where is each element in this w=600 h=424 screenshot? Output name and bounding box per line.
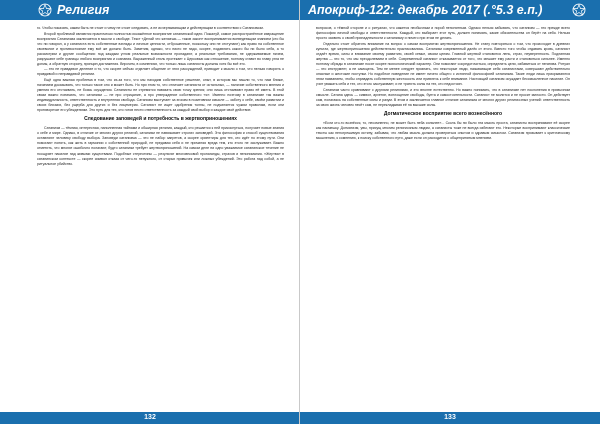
- left-paragraph-2: Второй проблемой являются практически полностью искажённое восприятие сатанинской идеи. Пожалуй, самое распространённое извращение восприятия Сатанизма заключается в мысли о свободе. Текст «Делай что желаешь — таков закон» воспринимается всеведеющим знанием (кто бы что ни говорил, а у сатаниста есть собственные взгляды и личные ценности, отброшенные, поскольку они не отступают) как право на собственное своеволие и противостояние ему всё же должно быть. Заметим, однако, что никто не надо, скорее, подавлять какого бы ни было себя, а то рассмотрим и другие сообщения: под каждым углом реальные возможности пропадают, а реальные требования, не сдерживаемые ничем, разрушают себе границы любого восприятия и сознания. Выраженный стиль протекает с Церковью как отношение, поэтому ставят во главу угла не догмы, а обратную сторону, принцип достижения. Впрочем, в сомнениях, что только лишь сатанисты должны хотя бы всё это.: [37, 31, 284, 66]
- right-footer-band: [300, 412, 600, 424]
- right-section-heading: Догматическое восприятие всего вознесённого: [383, 110, 503, 117]
- right-paragraph-2: Отдельно стоит обратить внимание на вопрос о самом восприятии жертвоприношения. Не стану повторяться о том, что происходит в древних культах, где жертвоприношения действительно практиковались. Сатанизм современный далёк от этого. Вместо того чтобы отдавать кровь, сатанист отдаёт время, силы и внимание своему развитию, своей семье, своим целям. Главной жертвой становится лень, страх, неуверенность. Подлинная жертва — это то, что мы преодолеваем в себе. Современный сатанист отказывается от того, что мешает ему расти и становиться сильнее. Именно поэтому обряды в сатанизме носят скорее психологический характер. Они помогают сосредоточиться, определить цели, избавиться от негатива. Ритуал — это инструмент, а не самоцель. Тем не менее следует признать, что некоторые люди, называющие себя сатанистами, совершают действительно опасные и жестокие поступки. Но подобное поведение не имеет ничего общего с истинной философией сатанизма. Такие люди лишь прикрываются этим названием, чтобы оправдать собственную жестокость или привлечь к себе внимание. Настоящий сатанизм осуждает бессмысленное насилие. Он учит уважать себя и тех, кто этого заслуживает, и не тратить силы на тех, кто недостоин.: [316, 41, 570, 87]
- left-text-column: [37, 26, 284, 167]
- left-footer-band: [0, 412, 300, 424]
- right-header-title: Апокриф-122: декабрь 2017 (.°5.3 е.п.): [308, 3, 543, 17]
- left-paragraph-1: го. Чтобы показать, каким быть не стоит и чему не стоит следовать, а не исчерпывающим и действующим в соответствии с Сатанизмом.: [37, 26, 264, 30]
- right-paragraph-3: Сатанизм часто сравнивают с другими религиями, и это вполне естественно. Но важно понимать, что в сатанизме нет поклонения в привычном смысле. Сатана здесь — символ, архетип, воплощение свободы, бунта и самостоятельности. Сатанист не молится и не просит милости. Он действует сам, полагаясь на собственные силы и разум. В этом и заключается главное отличие сатанизма от многих других религиозных учений: ответственность за свою жизнь человек несёт сам, не перекладывая её на высшие силы.: [316, 87, 570, 107]
- left-section-heading: Следование заповедей и потребность в жертвоприношениях: [84, 116, 237, 123]
- left-header-band: [0, 0, 300, 20]
- left-paragraph-3: — это не правдивое деление и то, что скорее сейчас отделяет общение от этих рассуждений, приводит к мысли о том, что нельзя говорить о правдивой и неправдивой религии.: [37, 67, 284, 77]
- right-section-paragraph-1: «Если кто-то вознёсся, то, несомненно, не может быть неба сильнее»... Сколь бы ни было эта мысль проста, сатанисты воспринимают её скорее как насмешку. Догматизм, увы, присущ многим религиозным людям, а сатанисты тоже не всегда избегают его. Некоторые воспринимают классические тексты как непогрешимую истину, забывая, что любая мысль должна проверяться опытом и здравым смыслом. Сатанизм призывает к критическому мышлению, к сомнению, к поиску собственного пути, даже если он расходится с общепринятым мнением.: [316, 120, 570, 140]
- left-paragraph-4: Ещё одна важная проблема в том, что из-за того, что мы находим собственное решение, опыт, в котором мы нашли то, что нам ближе, начинаем доказывать, что только такое оно и может быть. Но при этом то, что отличает сатаниста от остальных, — наличие собственного мнения и умения его отстаивать, не боясь осуждения. Сатанисты не стремятся навязать свою точку зрения; они лишь отстаивают право её иметь. В этой связи важно понимать, что сатанизм — не про отрицание, а про утверждение собственного «я». Именно поэтому в сатанизме так важны индивидуальность, ответственность и внутренняя свобода. Сатанизм выступает за эгоизм в позитивном смысле — заботу о себе, своём развитии и своих близких, без ущерба для других и без лицемерия. Сатанист не ищет одобрения толпы, не подчиняется чужим правилам, если они противоречат его убеждениям. Это путь для тех, кто готов нести ответственность за каждый свой выбор и каждое своё действие.: [37, 77, 284, 113]
- left-header-title: Религия: [57, 3, 110, 17]
- right-text-column: [316, 26, 570, 141]
- right-paragraph-1: вопросов, о тёмной стороне и о ритуалах, что кажется необычным и порой непонятным. Однако нельзя забывать, что сатанизм — это прежде всего философия личной свободы и ответственности. Каждый, кто выбирает этот путь, должен понимать, какие обязательства он берёт на себя. Нельзя просто заявить о своей принадлежности к сатанизму и ничего при этом не делать.: [316, 26, 570, 41]
- left-section-paragraph-1: Сатанизм — тёмная, интересная, наполненная тайнами и обширная религия, каждый, кто решается к ней прикоснуться, получает новые знания о себе и мире. Однако, в отличие от многих других религий, сатанизм не навязывает строгих заповедей. Эта философия и способ существования оставляют человеку свободу выбора. Заповеди сатанизма — это не набор запретов, а скорее ориентиры для тех, кто идёт по этому пути. Они помогают понять, как жить в гармонии с собственной природой, не предавая себя и не причиняя вреда тем, кто этого не заслуживает. Важно отметить, что многие ошибочно полагают, будто сатанизм требует жертвоприношений. На самом деле ни одно уважаемое сатанинское течение не поощряет насилие над живыми существами. Подобные стереотипы — результат многовековой пропаганды, страхов и непонимания. «Жертва» в сатанинском контексте — скорее символ отказа от чего-то ненужного, от старых привычек или ложных убеждений. Это работа над собой, а не ритуальное убийство.: [37, 126, 284, 166]
- left-page-number: 132: [144, 414, 156, 421]
- right-page-number: 133: [444, 414, 456, 421]
- pentagram-icon: [572, 3, 586, 17]
- right-header-band: [300, 0, 600, 20]
- right-page: [300, 0, 600, 424]
- pentagram-icon: [38, 3, 52, 17]
